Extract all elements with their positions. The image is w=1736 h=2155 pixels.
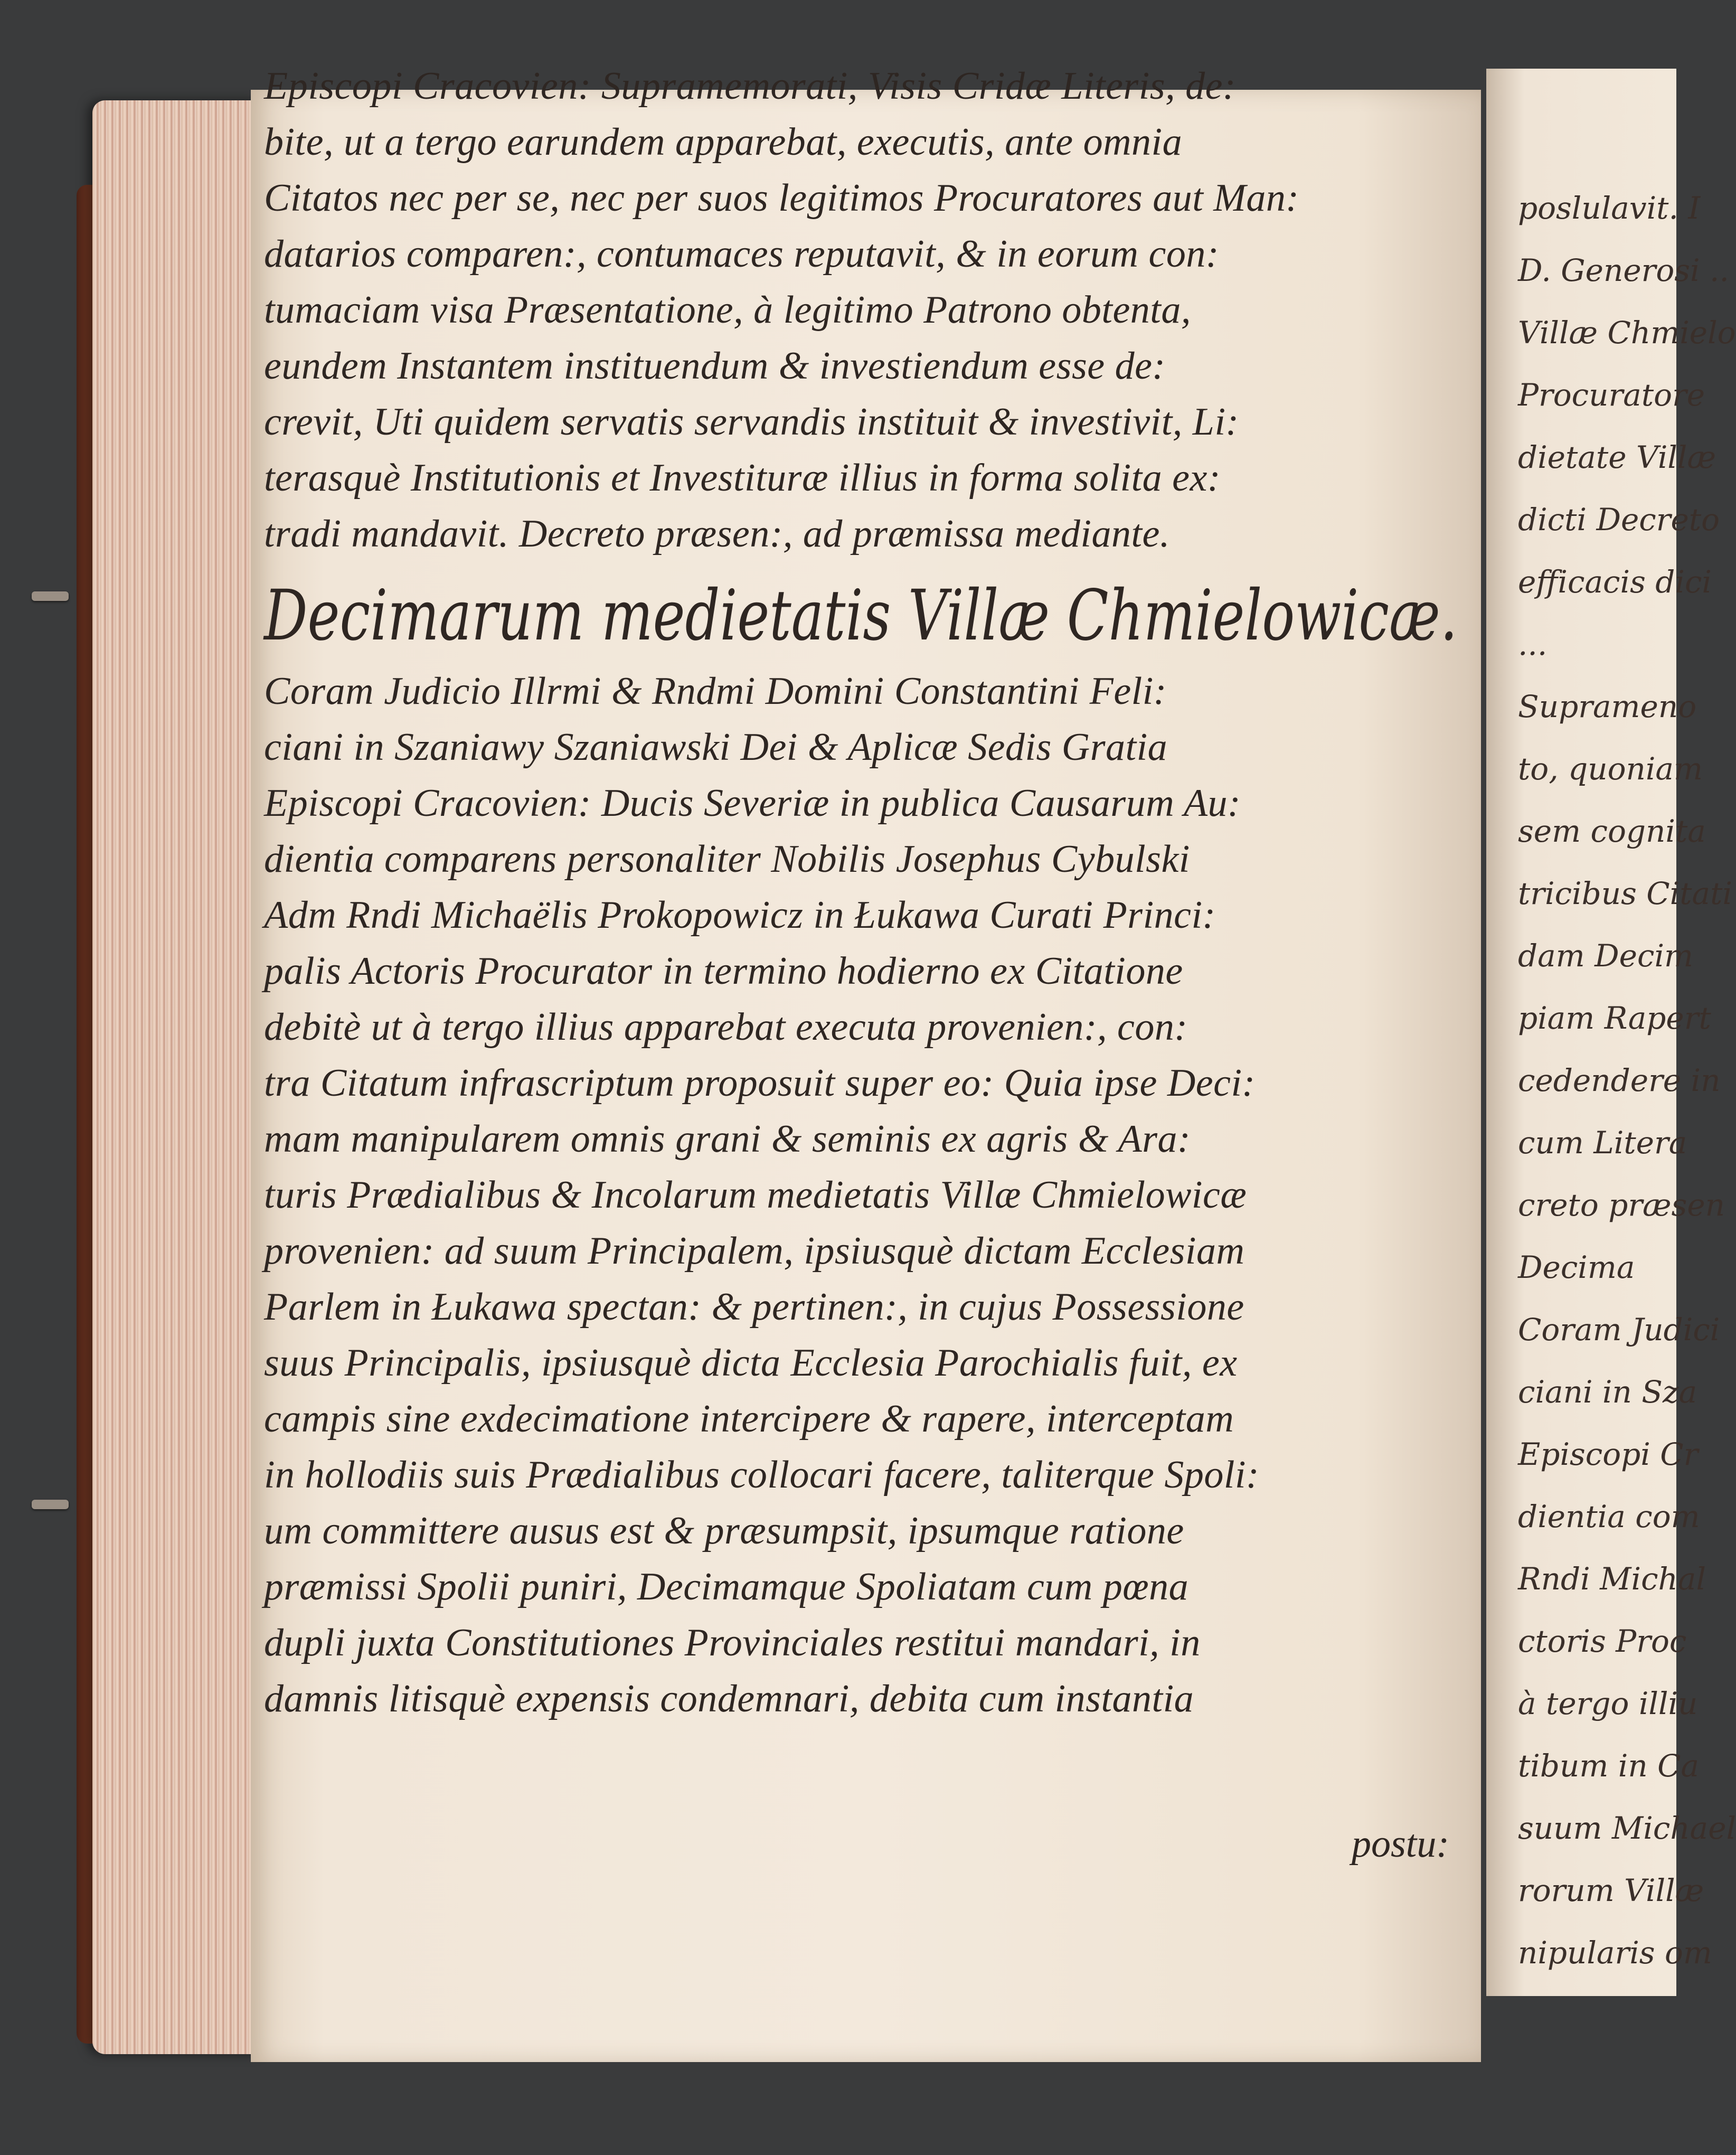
facing-page-fragment: dietate Villæ bbox=[1518, 439, 1716, 475]
facing-page-fragment: Episcopi Cr bbox=[1518, 1436, 1699, 1472]
text-line: Adm Rndi Michaëlis Prokopowicz in Łukawa Curati Princi: bbox=[264, 893, 1216, 937]
clasp-pin-top bbox=[32, 591, 69, 601]
facing-page-fragment: Procuratore bbox=[1518, 377, 1705, 413]
text-line: um committere ausus est & præsumpsit, ipsumque ratione bbox=[264, 1509, 1184, 1552]
text-line: in hollodiis suis Prædialibus collocari facere, taliterque Spoli: bbox=[264, 1453, 1260, 1497]
facing-page-fragment: à tergo illiu bbox=[1518, 1686, 1698, 1721]
text-line: ciani in Szaniawy Szaniawski Dei & Aplicæ Sedis Gratia bbox=[264, 726, 1168, 769]
text-line: dupli juxta Constitutiones Provinciales restitui mandari, in bbox=[264, 1621, 1201, 1664]
facing-page-fragment: to, quoniam bbox=[1518, 751, 1703, 787]
facing-page-fragment: efficacis dici bbox=[1518, 564, 1712, 600]
facing-page-fragment: dam Decim bbox=[1518, 938, 1693, 974]
text-line: præmissi Spolii puniri, Decimamque Spoliatam cum pœna bbox=[264, 1565, 1189, 1608]
facing-page-fragment: Decima bbox=[1518, 1249, 1635, 1285]
text-line: Episcopi Cracovien: Ducis Severiæ in publica Causarum Au: bbox=[264, 782, 1241, 825]
text-line: datarios comparen:, contumaces reputavit, & in eorum con: bbox=[264, 232, 1219, 276]
facing-page-fragment: piam Rapert bbox=[1518, 1000, 1711, 1036]
text-line: tumaciam visa Præsentatione, à legitimo Patrono obtenta, bbox=[264, 288, 1191, 332]
section-heading: Decimarum medietatis Villæ Chmielowicæ. bbox=[264, 575, 1458, 656]
clasp-pin-bottom bbox=[32, 1500, 69, 1509]
facing-page-fragment: sem cognita bbox=[1518, 813, 1706, 849]
text-line: dientia comparens personaliter Nobilis Josephus Cybulski bbox=[264, 837, 1190, 881]
facing-page-fragment: ciani in Sza bbox=[1518, 1374, 1697, 1410]
facing-page-fragment: rorum Villæ bbox=[1518, 1872, 1704, 1908]
facing-page-fragment: cedendere in bbox=[1518, 1062, 1721, 1098]
text-line: provenien: ad suum Principalem, ipsiusquè dictam Ecclesiam bbox=[264, 1229, 1245, 1273]
facing-page-fragment: creto præsen bbox=[1518, 1187, 1725, 1223]
page-edges bbox=[92, 100, 261, 2054]
facing-page-fragment: ctoris Proc bbox=[1518, 1623, 1687, 1659]
text-line: turis Prædialibus & Incolarum medietatis Villæ Chmielowicæ bbox=[264, 1173, 1247, 1217]
facing-page-fragment: suum Michael bbox=[1518, 1810, 1736, 1846]
text-line: mam manipularem omnis grani & seminis ex agris & Ara: bbox=[264, 1117, 1191, 1161]
facing-page-fragment: poslulavit. I bbox=[1518, 190, 1701, 226]
facing-page-fragment: dientia com bbox=[1518, 1499, 1700, 1535]
text-line: Coram Judicio Illrmi & Rndmi Domini Constantini Feli: bbox=[264, 670, 1167, 713]
facing-page-fragment: dicti Decreto bbox=[1518, 502, 1720, 538]
facing-page-fragment: ... bbox=[1518, 626, 1548, 662]
facing-page-fragment: Suprameno bbox=[1518, 689, 1697, 724]
facing-page-fragment: tricibus Citati bbox=[1518, 876, 1732, 911]
facing-page-fragment: nipularis om bbox=[1518, 1935, 1712, 1971]
facing-page-fragment: Rndi Michal bbox=[1518, 1561, 1706, 1597]
facing-page-fragment: Villæ Chmielo bbox=[1518, 315, 1736, 351]
text-line: eundem Instantem instituendum & investiendum esse de: bbox=[264, 344, 1166, 388]
text-line: Episcopi Cracovien: Supramemorati, Visis Cridæ Literis, de: bbox=[264, 64, 1237, 108]
text-line: palis Actoris Procurator in termino hodierno ex Citatione bbox=[264, 949, 1183, 993]
text-line: terasquè Institutionis et Investituræ illius in forma solita ex: bbox=[264, 456, 1221, 500]
text-line: Parlem in Łukawa spectan: & pertinen:, in cujus Possessione bbox=[264, 1285, 1244, 1329]
facing-page-fragment: cum Litera bbox=[1518, 1125, 1687, 1161]
text-line: damnis litisquè expensis condemnari, debita cum instantia bbox=[264, 1677, 1194, 1720]
text-line: bite, ut a tergo earundem apparebat, executis, ante omnia bbox=[264, 120, 1183, 164]
text-line: debitè ut à tergo illius apparebat executa provenien:, con: bbox=[264, 1005, 1188, 1049]
facing-page-fragment: tibum in Ca bbox=[1518, 1748, 1700, 1784]
text-line: Citatos nec per se, nec per suos legitimos Procuratores aut Man: bbox=[264, 176, 1299, 220]
catchword: postu: bbox=[1352, 1822, 1449, 1866]
text-line: suus Principalis, ipsiusquè dicta Ecclesia Parochialis fuit, ex bbox=[264, 1341, 1238, 1385]
text-line: campis sine exdecimatione intercipere & rapere, interceptam bbox=[264, 1397, 1234, 1441]
text-line: crevit, Uti quidem servatis servandis instituit & investivit, Li: bbox=[264, 400, 1239, 444]
text-line: tradi mandavit. Decreto præsen:, ad præmissa mediante. bbox=[264, 512, 1170, 556]
facing-page-fragment: D. Generosi .. bbox=[1518, 252, 1729, 288]
manuscript-text bbox=[264, 58, 1458, 1727]
facing-page-fragment: Coram Judici bbox=[1518, 1312, 1720, 1348]
facing-page bbox=[1486, 69, 1736, 1996]
text-line: tra Citatum infrascriptum proposuit super eo: Quia ipse Deci: bbox=[264, 1061, 1256, 1105]
